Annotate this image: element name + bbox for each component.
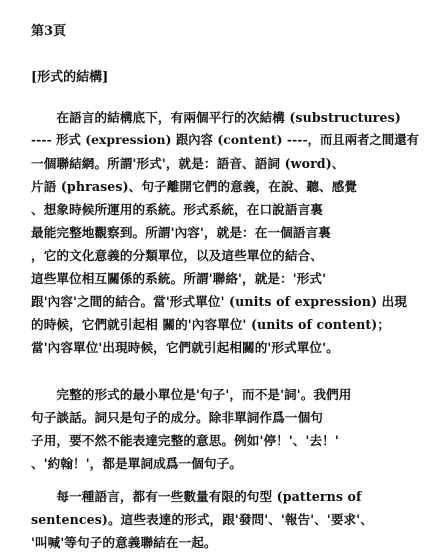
text-line: ，它的文化意義的分類單位，以及這些單位的結合、 [31,248,323,263]
text-line: 這些單位相互關係的系統。所謂'聯絡'，就是：'形式' [31,271,327,286]
text-line: 完整的形式的最小單位是'句子'，而不是'詞'。我們用 [31,387,352,402]
text-line: 子用，要不然不能表達完整的意思。例如'停！'、'去！' [31,433,339,448]
text-line: 每一種語言，都有一些數量有限的句型 (patterns of [31,489,362,504]
text-line: 、'約翰！'，都是單詞成爲一個句子。 [31,456,243,471]
text-line: 當'內容單位'出現時候，它們就引起相關的'形式單位'。 [31,340,339,355]
text-line: 在語言的結構底下，有兩個平行的次結構 (substructures) [31,110,401,125]
text-line: 一個聯結網。所謂'形式'，就是：語音、語詞 (word)、 [31,156,345,171]
text-line: 、想象時候所運用的系統。形式系統，在口說語言裏 [31,202,323,217]
section-heading: [形式的結構] [31,70,109,85]
text-line: ---- 形式 (expression) 跟內容 (content) ----，而且兩者之間還有 [31,132,419,147]
text-line: '叫喊'等句子的意義聯結在一起。 [31,535,217,550]
page-number: 第3頁 [31,24,67,39]
text-line: 句子談話。詞只是句子的成分。除非單詞作爲一個句 [31,410,323,425]
text-line: 的時候，它們就引起相 關的'內容單位' (units of content)； [31,317,391,332]
text-line: 片語 (phrases)、句子離開它們的意義，在說、聽、感覺 [31,179,358,194]
text-line: 最能完整地觀察到。所謂'內容'，就是：在一個語言裏 [31,225,331,240]
text-line: sentences)。這些表達的形式，跟'發問'、'報告'、'要求'、 [31,512,373,527]
text-line: 跟'內容'之間的結合。當'形式單位' (units of expression) 出現 [31,294,407,309]
